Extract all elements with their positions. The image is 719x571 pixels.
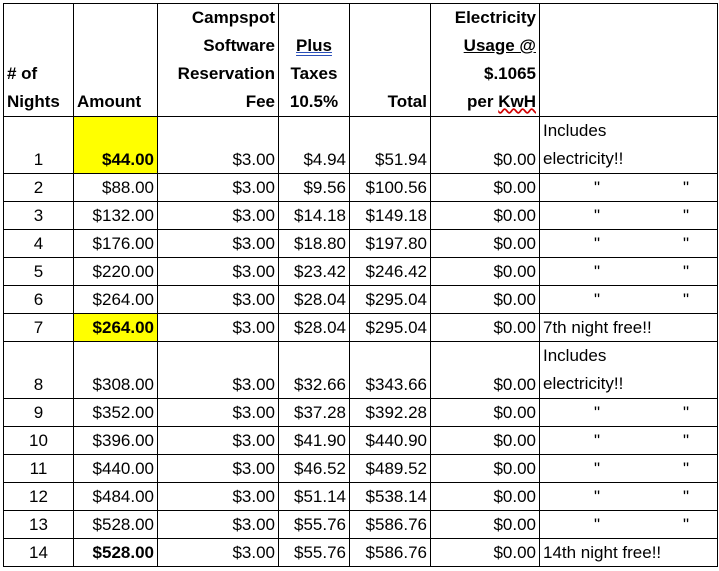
cell-note: [540, 258, 718, 286]
cell-electricity: $0.00: [431, 174, 540, 202]
cell-electricity: $0.00: [431, 202, 540, 230]
header-electricity-line: Usage @: [463, 36, 536, 55]
cell-electricity: $0.00: [431, 314, 540, 342]
cell-note: [540, 483, 718, 511]
ditto-mark: ": [682, 459, 689, 478]
cell-amount: $176.00: [74, 230, 158, 258]
cell-taxes: $4.94: [279, 117, 350, 174]
header-fee-line: Fee: [245, 92, 275, 111]
cell-note: 7th night free!!: [540, 314, 718, 342]
note-line: Includes: [543, 121, 607, 140]
ditto-mark: ": [594, 431, 601, 450]
table-row: [4, 511, 718, 539]
cell-electricity: $0.00: [431, 258, 540, 286]
cell-nights: 1: [4, 117, 74, 174]
note-line: electricity!!: [543, 374, 624, 393]
cell-amount: $220.00: [74, 258, 158, 286]
ditto-mark: ": [594, 234, 601, 253]
cell-nights: 4: [4, 230, 74, 258]
ditto-marks: [540, 202, 717, 229]
cell-total: $149.18: [350, 202, 431, 230]
table-row: [4, 427, 718, 455]
header-electricity-line: Electricity: [454, 8, 536, 27]
cell-taxes: $55.76: [279, 539, 350, 567]
header-total-line: Total: [387, 92, 427, 111]
header-taxes: [279, 4, 350, 117]
ditto-marks: [540, 511, 717, 538]
cell-fee: $3.00: [158, 286, 279, 314]
header-electricity-line: $.1065: [484, 64, 536, 83]
header-nights: [4, 4, 74, 117]
header-electricity-line: [434, 88, 536, 116]
cell-total: $392.28: [350, 399, 431, 427]
ditto-mark: ": [594, 290, 601, 309]
cell-nights: 7: [4, 314, 74, 342]
cell-nights: 9: [4, 399, 74, 427]
cell-total: $246.42: [350, 258, 431, 286]
cell-amount: $88.00: [74, 174, 158, 202]
cell-fee: $3.00: [158, 174, 279, 202]
table-row: [4, 258, 718, 286]
cell-amount: $440.00: [74, 455, 158, 483]
header-amount-line: Amount: [77, 92, 142, 111]
cell-electricity: $0.00: [431, 399, 540, 427]
cell-fee: $3.00: [158, 455, 279, 483]
header-electricity-per: per: [467, 92, 499, 111]
cell-nights: 14: [4, 539, 74, 567]
cell-amount: $528.00: [74, 511, 158, 539]
cell-taxes: $46.52: [279, 455, 350, 483]
cell-note: [540, 427, 718, 455]
table-row: [4, 202, 718, 230]
ditto-mark: ": [682, 178, 689, 197]
table-row: [4, 483, 718, 511]
cell-fee: $3.00: [158, 483, 279, 511]
cell-electricity: $0.00: [431, 230, 540, 258]
ditto-mark: ": [682, 403, 689, 422]
cell-total: $586.76: [350, 539, 431, 567]
cell-electricity: $0.00: [431, 483, 540, 511]
cell-electricity: $0.00: [431, 427, 540, 455]
cell-total: $343.66: [350, 342, 431, 399]
header-fee-line: Campspot: [191, 8, 275, 27]
header-electricity-unit: KwH: [498, 92, 536, 111]
cell-fee: $3.00: [158, 511, 279, 539]
header-nights-line: Nights: [7, 92, 60, 111]
header-row: [4, 4, 718, 117]
cell-total: $51.94: [350, 117, 431, 174]
cell-taxes: $32.66: [279, 342, 350, 399]
header-total: [350, 4, 431, 117]
cell-amount: $44.00: [74, 117, 158, 174]
cell-taxes: $28.04: [279, 286, 350, 314]
ditto-mark: ": [594, 487, 601, 506]
cell-fee: $3.00: [158, 230, 279, 258]
ditto-mark: ": [682, 431, 689, 450]
cell-electricity: $0.00: [431, 539, 540, 567]
cell-nights: 5: [4, 258, 74, 286]
header-fee: [158, 4, 279, 117]
cell-total: $295.04: [350, 286, 431, 314]
cell-electricity: $0.00: [431, 117, 540, 174]
cell-note: 14th night free!!: [540, 539, 718, 567]
ditto-mark: ": [594, 262, 601, 281]
table-row: [4, 230, 718, 258]
cell-taxes: $51.14: [279, 483, 350, 511]
cell-taxes: $23.42: [279, 258, 350, 286]
cell-nights: 3: [4, 202, 74, 230]
note-line: Includes: [543, 346, 607, 365]
cell-fee: $3.00: [158, 427, 279, 455]
ditto-mark: ": [594, 403, 601, 422]
cell-total: $197.80: [350, 230, 431, 258]
header-notes: [540, 4, 718, 117]
header-nights-line: # of: [7, 64, 38, 83]
cell-electricity: $0.00: [431, 511, 540, 539]
cell-amount: $396.00: [74, 427, 158, 455]
cell-taxes: $9.56: [279, 174, 350, 202]
cell-amount: $132.00: [74, 202, 158, 230]
cell-note: [540, 230, 718, 258]
cell-taxes: $28.04: [279, 314, 350, 342]
cell-amount: $352.00: [74, 399, 158, 427]
ditto-mark: ": [682, 206, 689, 225]
header-amount: [74, 4, 158, 117]
cell-amount: $528.00: [74, 539, 158, 567]
cell-taxes: $14.18: [279, 202, 350, 230]
header-fee-line: Reservation: [177, 64, 275, 83]
cell-total: $538.14: [350, 483, 431, 511]
ditto-mark: ": [682, 234, 689, 253]
ditto-marks: [540, 427, 717, 454]
cell-note: [540, 202, 718, 230]
cell-nights: 2: [4, 174, 74, 202]
ditto-marks: [540, 483, 717, 510]
cell-total: $295.04: [350, 314, 431, 342]
cell-electricity: $0.00: [431, 342, 540, 399]
cell-note: [540, 117, 718, 174]
table-row: [4, 342, 718, 399]
table-row: [4, 455, 718, 483]
header-taxes-line: 10.5%: [289, 92, 339, 111]
cell-fee: $3.00: [158, 539, 279, 567]
cell-amount: $264.00: [74, 314, 158, 342]
ditto-mark: ": [594, 178, 601, 197]
cell-nights: 11: [4, 455, 74, 483]
cell-amount: $264.00: [74, 286, 158, 314]
cell-note: [540, 286, 718, 314]
cell-note: [540, 455, 718, 483]
cell-electricity: $0.00: [431, 455, 540, 483]
cell-taxes: $41.90: [279, 427, 350, 455]
cell-fee: $3.00: [158, 399, 279, 427]
cell-total: $100.56: [350, 174, 431, 202]
ditto-marks: [540, 455, 717, 482]
cell-taxes: $55.76: [279, 511, 350, 539]
cell-nights: 8: [4, 342, 74, 399]
cell-note: [540, 399, 718, 427]
cell-electricity: $0.00: [431, 286, 540, 314]
cell-nights: 6: [4, 286, 74, 314]
ditto-mark: ": [682, 515, 689, 534]
cell-fee: $3.00: [158, 258, 279, 286]
cell-note: [540, 511, 718, 539]
cell-note: [540, 342, 718, 399]
ditto-mark: ": [594, 515, 601, 534]
cell-fee: $3.00: [158, 117, 279, 174]
ditto-mark: ": [594, 459, 601, 478]
table-body: [4, 117, 718, 567]
table-row: [4, 117, 718, 174]
pricing-table: [3, 3, 718, 567]
table-row: [4, 286, 718, 314]
cell-total: $489.52: [350, 455, 431, 483]
ditto-mark: ": [682, 290, 689, 309]
note-line: electricity!!: [543, 149, 624, 168]
ditto-mark: ": [682, 487, 689, 506]
table-row: [4, 174, 718, 202]
ditto-marks: [540, 174, 717, 201]
ditto-marks: [540, 258, 717, 285]
cell-fee: $3.00: [158, 342, 279, 399]
table-row: [4, 539, 718, 567]
header-taxes-line: Plus: [296, 36, 332, 55]
ditto-marks: [540, 399, 717, 426]
cell-amount: $308.00: [74, 342, 158, 399]
header-taxes-line: Taxes: [290, 64, 338, 83]
cell-fee: $3.00: [158, 314, 279, 342]
cell-nights: 12: [4, 483, 74, 511]
cell-taxes: $18.80: [279, 230, 350, 258]
cell-nights: 10: [4, 427, 74, 455]
table-row: [4, 314, 718, 342]
ditto-mark: ": [682, 262, 689, 281]
cell-total: $440.90: [350, 427, 431, 455]
header-electricity: [431, 4, 540, 117]
cell-taxes: $37.28: [279, 399, 350, 427]
cell-nights: 13: [4, 511, 74, 539]
header-fee-line: Software: [203, 36, 275, 55]
ditto-marks: [540, 286, 717, 313]
cell-amount: $484.00: [74, 483, 158, 511]
cell-note: [540, 174, 718, 202]
ditto-mark: ": [594, 206, 601, 225]
table-row: [4, 399, 718, 427]
ditto-marks: [540, 230, 717, 257]
cell-fee: $3.00: [158, 202, 279, 230]
cell-total: $586.76: [350, 511, 431, 539]
